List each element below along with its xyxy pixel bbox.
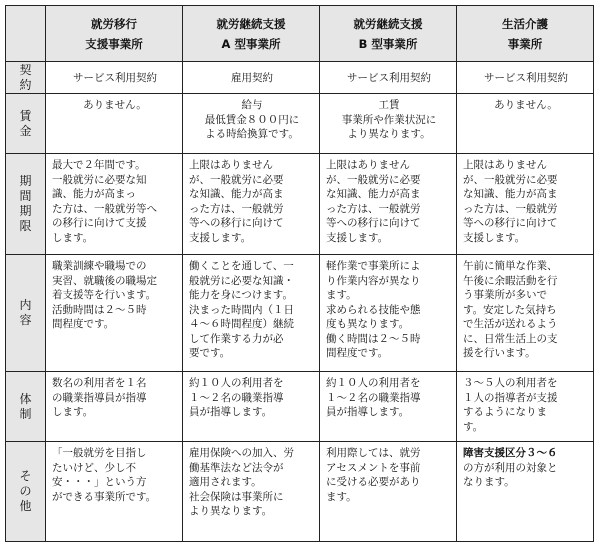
cell-contract-life-care: サービス利用契約 — [457, 62, 594, 94]
cell-structure-transition: 数名の利用者を１名 の職業指導員が指導 します。 — [46, 372, 183, 442]
row-wage — [6, 94, 594, 154]
cell-other-transition: 「一般就労を目指し たいけど、少し不 安・・・」という方 ができる事業所です。 — [46, 442, 183, 542]
row-header-content: 内 容 — [6, 255, 46, 372]
support-category-emphasis: 障害支援区分３～６ — [463, 447, 558, 459]
cell-content-type-a: 働くことを通して、一 般就労に必要な知識・ 能力を身につけます。 決まった時間内（１日 ４～６時間程度）継続 して作業する力が必 要です。 — [183, 255, 320, 372]
row-content — [6, 255, 594, 372]
cell-wage-life-care: ありません。 — [457, 94, 594, 154]
cell-wage-type-a: 給与 最低賃金８００円に よる時給換算です。 — [183, 94, 320, 154]
service-comparison-table-wrapper — [5, 5, 594, 542]
column-header-type-b: 就労継続支援 B 型事業所 — [320, 6, 457, 62]
cell-wage-transition: ありません。 — [46, 94, 183, 154]
cell-structure-type-a: 約１０人の利用者を １～２名の職業指導 員が指導します。 — [183, 372, 320, 442]
cell-content-transition: 職業訓練や職場での 実習、就職後の職場定 着支援等を行います。 活動時間は２～５時 間程度です。 — [46, 255, 183, 372]
cell-structure-life-care: ３～５人の利用者を １人の指導者が支援 するようになりま す。 — [457, 372, 594, 442]
row-header-period: 期 間 期 限 — [6, 154, 46, 255]
column-header-transition-support: 就労移行 支援事業所 — [46, 6, 183, 62]
cell-content-life-care: 午前に簡単な作業、 午後に余暇活動を行 う事業所が多いで す。安定した気持ち で生活が送れるよう に、日常生活上の支 援を行います。 — [457, 255, 594, 372]
cell-period-transition: 最大で２年間です。 一般就労に必要な知 識、能力が高まっ た方は、一般就労等へ の移行に向けて支援 します。 — [46, 154, 183, 255]
cell-period-life-care: 上限はありません が、一般就労に必要 な知識、能力が高ま った方は、一般就労 等への移行に向けて 支援します。 — [457, 154, 594, 255]
column-header-type-a: 就労継続支援 A 型事業所 — [183, 6, 320, 62]
service-comparison-table — [5, 5, 594, 542]
cell-other-type-a: 雇用保険への加入、労 働基準法など法令が 適用されます。 社会保険は事業所に より異なります。 — [183, 442, 320, 542]
column-header-life-care: 生活介護 事業所 — [457, 6, 594, 62]
corner-cell — [6, 6, 46, 62]
row-structure — [6, 372, 594, 442]
row-header-other: そ の 他 — [6, 442, 46, 542]
cell-period-type-b: 上限はありません が、一般就労に必要 な知識、能力が高ま った方は、一般就労 等への移行に向けて 支援します。 — [320, 154, 457, 255]
row-period — [6, 154, 594, 255]
row-other — [6, 442, 594, 542]
cell-wage-type-b: 工賃 事業所や作業状況に より異なります。 — [320, 94, 457, 154]
row-header-wage: 賃 金 — [6, 94, 46, 154]
cell-contract-type-a: 雇用契約 — [183, 62, 320, 94]
cell-period-type-a: 上限はありません が、一般就労に必要 な知識、能力が高ま った方は、一般就労 等への移行に向けて 支援します。 — [183, 154, 320, 255]
header-row — [6, 6, 594, 62]
cell-other-type-b: 利用際しては、就労 アセスメントを事前 に受ける必要があり ます。 — [320, 442, 457, 542]
row-header-structure: 体 制 — [6, 372, 46, 442]
cell-contract-type-b: サービス利用契約 — [320, 62, 457, 94]
cell-content-type-b: 軽作業で事業所によ り作業内容が異なり ます。 求められる技能や態 度も異なります。 働く時間は２～５時 間程度です。 — [320, 255, 457, 372]
cell-contract-transition: サービス利用契約 — [46, 62, 183, 94]
cell-structure-type-b: 約１０人の利用者を １～２名の職業指導 員が指導します。 — [320, 372, 457, 442]
row-contract — [6, 62, 594, 94]
row-header-contract: 契 約 — [6, 62, 46, 94]
cell-other-life-care: 障害支援区分３～６ の方が利用の対象と なります。 — [457, 442, 594, 542]
